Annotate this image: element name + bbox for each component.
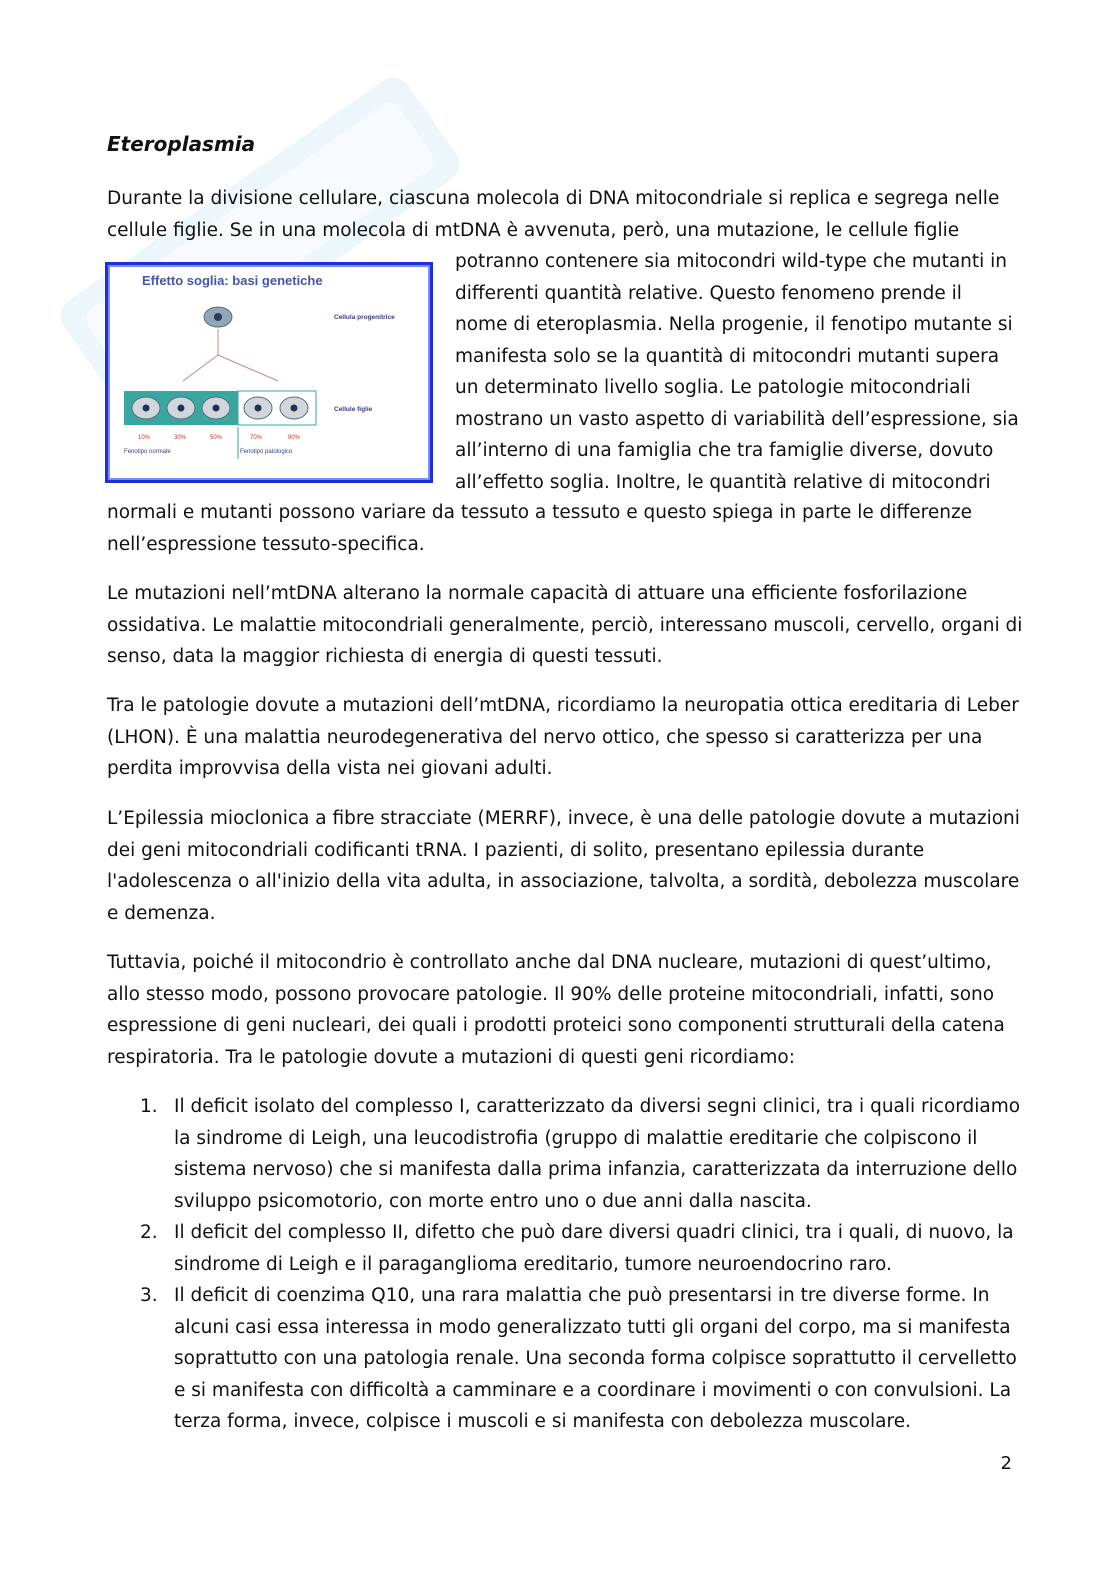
paragraph-intro-end <box>107 497 1017 560</box>
figure-diagram <box>108 265 424 474</box>
text-line: all’interno di una famiglia che tra famiglie diverse, dovuto <box>455 440 994 461</box>
text-line: normali e mutanti possono variare da tessuto a tessuto e questo spiega in parte le differenze <box>107 502 973 523</box>
text-line: sindrome di Leigh e il paraganglioma ereditario, tumore neuroendocrino raro. <box>174 1253 892 1275</box>
list-item <box>107 1217 1017 1280</box>
text-line: un determinato livello soglia. Le patologie mitocondriali <box>455 377 971 398</box>
text-line: terza forma, invece, colpisce i muscoli e si manifesta con debolezza muscolare. <box>174 1411 911 1432</box>
paragraph-intro <box>107 183 1017 246</box>
text-line: cellule figlie. Se in una molecola di mtDNA è avvenuta, però, una mutazione, le cellule figlie <box>107 219 960 241</box>
percent-label: 70% <box>250 435 263 441</box>
text-line: e si manifesta con difficoltà a camminare e a coordinare i movimenti o con convulsioni. La <box>174 1379 1012 1401</box>
text-line: la sindrome di Leigh, una leucodistrofia (gruppo di malattie ereditarie che colpiscono il <box>174 1127 978 1149</box>
pathology-list <box>107 1091 1021 1438</box>
text-line: all’effetto soglia. Inoltre, le quantità relative di mitocondri <box>455 471 991 493</box>
label-pathologic-phenotype: Fenotipo patologico <box>240 449 293 455</box>
text-line: manifesta solo se la quantità di mitocondri mutanti supera <box>455 345 1000 367</box>
text-line: l'adolescenza o all'inizio della vita adulta, in associazione, talvolta, a sordità, debolezza muscolare <box>107 871 1020 892</box>
text-line: differenti quantità relative. Questo fenomeno prende il <box>455 282 962 304</box>
paragraph-merrf <box>107 803 1020 929</box>
text-line: ossidativa. Le malattie mitocondriali generalmente, perciò, interessano muscoli, cervello, organi di <box>107 614 1023 636</box>
text-line: L’Epilessia mioclonica a fibre stracciate (MERRF), invece, è una delle patologie dovute a mutazioni <box>107 808 1020 829</box>
page-number: 2 <box>1000 1453 1012 1474</box>
text-line: e demenza. <box>107 902 216 924</box>
text-line: mostrano un vasto aspetto di variabilità dell’espressione, sia <box>455 408 1019 430</box>
list-number: 2. <box>140 1222 158 1243</box>
text-line: sviluppo psicomotorio, con morte entro uno o due anni dalla nascita. <box>174 1190 812 1212</box>
text-line: Il deficit di coenzima Q10, una rara malattia che può presentarsi in tre diverse forme. In <box>174 1285 990 1306</box>
paragraph-lhon <box>107 690 1017 785</box>
text-line: allo stesso modo, possono provocare patologie. Il 90% delle proteine mitocondriali, infatti, sono <box>107 983 995 1005</box>
list-number: 1. <box>140 1096 158 1117</box>
paragraph-mtdna-mutations <box>107 578 1023 673</box>
text-line: nell’espressione tessuto-specifica. <box>107 533 425 555</box>
label-normal-phenotype: Fenotipo normale <box>124 449 171 455</box>
list-number: 3. <box>140 1285 158 1306</box>
text-line: Tra le patologie dovute a mutazioni dell’mtDNA, ricordiamo la neuropatia ottica ereditaria di Leber <box>107 695 1019 716</box>
text-line: potranno contenere sia mitocondri wild-type che mutanti in <box>455 251 1008 272</box>
text-line: soprattutto con una patologia renale. Una seconda forma colpisce soprattutto il cervelletto <box>174 1348 1017 1369</box>
paragraph-nuclear-dna <box>107 947 1017 1073</box>
text-line: (LHON). È una malattia neurodegenerativa del nervo ottico, che spesso si caratterizza per una <box>107 726 983 748</box>
percent-label: 10% <box>138 435 151 441</box>
percent-label: 30% <box>174 435 187 441</box>
text-line: senso, data la maggior richiesta di energia di questi tessuti. <box>107 646 663 667</box>
section-heading: Eteroplasmia <box>107 132 256 156</box>
text-line: perdita improvvisa della vista nei giovani adulti. <box>107 758 553 779</box>
threshold-effect-figure <box>105 262 433 483</box>
text-line: Il deficit isolato del complesso I, caratterizzato da diversi segni clinici, tra i quali ricordiamo <box>174 1096 1021 1117</box>
figure-title: Effetto soglia: basi genetiche <box>142 273 323 288</box>
percent-label: 50% <box>210 435 223 441</box>
text-line: Durante la divisione cellulare, ciascuna molecola di DNA mitocondriale si replica e segrega nelle <box>107 188 1000 209</box>
text-line: respiratoria. Tra le patologie dovute a mutazioni di questi geni ricordiamo: <box>107 1046 795 1068</box>
text-line: Le mutazioni nell’mtDNA alterano la normale capacità di attuare una efficiente fosforilazione <box>107 583 968 604</box>
text-line: alcuni casi essa interessa in modo generalizzato tutti gli organi del corpo, ma si manifesta <box>174 1316 1011 1338</box>
text-line: nome di eteroplasmia. Nella progenie, il fenotipo mutante si <box>455 314 1013 335</box>
text-line: Il deficit del complesso II, difetto che può dare diversi quadri clinici, tra i quali, di nuovo, la <box>174 1222 1014 1243</box>
text-line: dei geni mitocondriali codificanti tRNA. I pazienti, di solito, presentano epilessia durante <box>107 839 925 861</box>
list-item <box>107 1091 1021 1217</box>
text-line: sistema nervoso) che si manifesta dalla prima infanzia, caratterizzata da interruzione dello <box>174 1159 1018 1180</box>
percent-label: 90% <box>288 435 301 441</box>
text-line: Tuttavia, poiché il mitocondrio è controllato anche dal DNA nucleare, mutazioni di quest’ultimo, <box>107 952 992 973</box>
list-item <box>107 1280 1017 1438</box>
label-progenitor: Cellula progenitrice <box>334 314 395 321</box>
paragraph-intro-wrap <box>455 246 1019 498</box>
text-line: espressione di geni nucleari, dei quali i prodotti proteici sono componenti strutturali della catena <box>107 1015 1005 1036</box>
label-daughters: Cellule figlie <box>334 406 373 413</box>
